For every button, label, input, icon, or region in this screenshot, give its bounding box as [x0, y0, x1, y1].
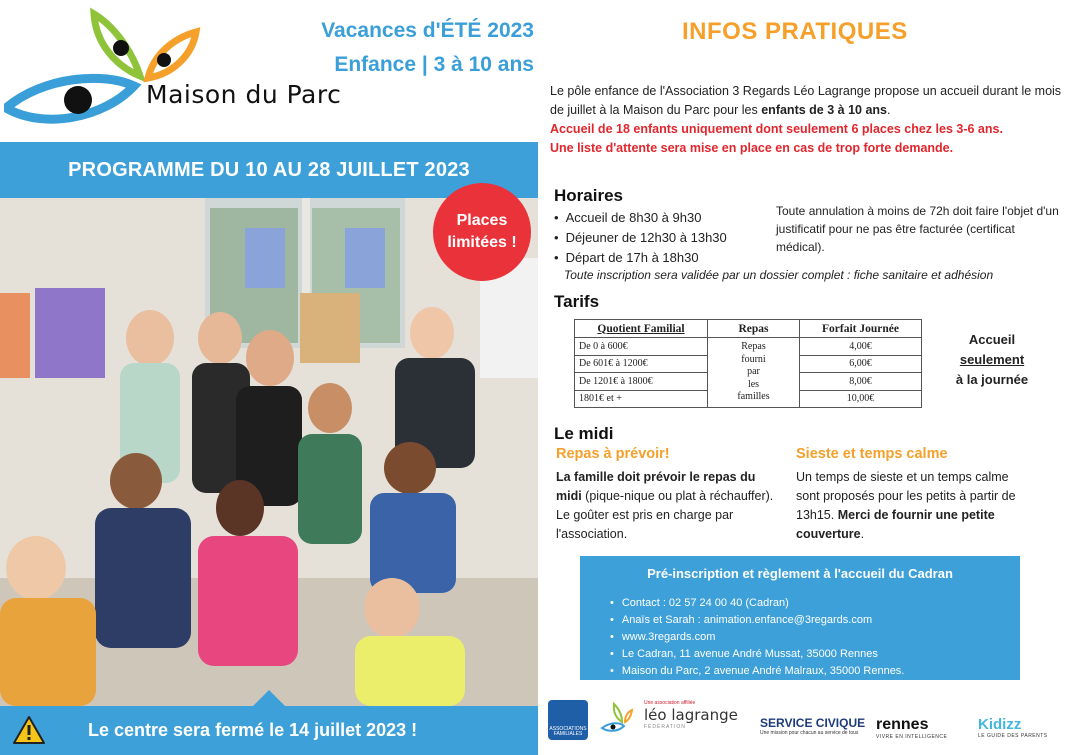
infos-title: INFOS PRATIQUES: [682, 18, 908, 45]
annulation-note: Toute annulation à moins de 72h doit faire l'objet d'un justificatif pour ne pas être facturée (certificat médical).: [776, 204, 1059, 254]
contact-email[interactable]: • Anaïs et Sarah : animation.enfance@3regards.com: [610, 612, 1020, 629]
closed-band-notch: [253, 690, 285, 706]
repas-word: par: [747, 366, 760, 378]
repas-cell: [708, 338, 800, 408]
repas-title: Repas à prévoir!: [556, 446, 670, 462]
intro-bold: enfants de 3 à 10 ans: [761, 103, 887, 117]
header-repas: Repas: [708, 320, 800, 338]
sieste-bold: Merci de fournir une petite couverture: [796, 508, 995, 541]
badge-line-1: Places: [456, 212, 508, 229]
repas-paragraph: [556, 468, 776, 544]
header-forfait: Forfait Journée: [800, 320, 922, 338]
intro-red-line-2: Une liste d'attente sera mise en place en cas de trop forte demande.: [550, 141, 954, 155]
season-line-2: Enfance | 3 à 10 ans: [334, 53, 534, 76]
repas-word: fourni: [741, 353, 766, 365]
table-row: [575, 338, 922, 356]
repas-word: familles: [737, 391, 770, 403]
qf-cell: De 1201€ à 1800€: [575, 373, 708, 391]
forfait-cell: 4,00€: [800, 338, 922, 356]
brand-name: Maison du Parc: [146, 80, 342, 109]
qf-cell: 1801€ et +: [575, 390, 708, 408]
kidizz-name: Kidizz: [978, 716, 1022, 733]
right-column: [538, 0, 1071, 755]
accueil-journee-note: [942, 330, 1042, 390]
repas-bold: La famille doit prévoir le repas du midi: [556, 470, 756, 503]
intro-paragraph: [550, 82, 1062, 158]
civique-name: SERVICE CIVIQUE: [760, 716, 866, 730]
address-maison-parc: • Maison du Parc, 2 avenue André Malraux, 35000 Rennes.: [610, 663, 1020, 680]
list-item: • Départ de 17h à 18h30: [554, 248, 727, 268]
accueil-line-3: à la journée: [955, 372, 1029, 387]
kidizz-sub: LE GUIDE DES PARENTS: [978, 733, 1048, 739]
cadran-title: Pré-inscription et règlement à l'accueil du Cadran: [647, 566, 953, 581]
sieste-text: Un temps de sieste et un temps calme sont proposés pour les petits à partir de 13h15.: [796, 470, 1016, 522]
leo-name: léo lagrange: [644, 706, 738, 724]
program-band: PROGRAMME DU 10 AU 28 JUILLET 2023: [0, 142, 538, 198]
leo-small-text: Une association affiliée: [644, 700, 696, 706]
rennes-name: rennes: [876, 716, 929, 733]
partner-logos: [548, 700, 1063, 748]
sieste-paragraph: [796, 468, 1032, 544]
tarifs-title: Tarifs: [554, 292, 600, 311]
sieste-title: Sieste et temps calme: [796, 446, 948, 462]
address-cadran: • Le Cadran, 11 avenue André Mussat, 35000 Rennes: [610, 646, 1020, 663]
rennes-logo: [876, 700, 972, 748]
accueil-line-2: seulement: [959, 352, 1025, 367]
closed-notice-band: [0, 706, 538, 755]
service-civique-logo: [760, 700, 870, 748]
inscription-note: Toute inscription sera validée par un dossier complet : fiche sanitaire et adhésion: [564, 268, 994, 282]
repas-rest: (pique-nique ou plat à réchauffer). Le goûter est pris en charge par l'association.: [556, 489, 774, 541]
header-quotient: Quotient Familial: [575, 320, 708, 338]
qf-cell: De 601€ à 1200€: [575, 355, 708, 373]
sieste-end: .: [860, 527, 865, 541]
header: [0, 0, 538, 142]
intro-red-line-1: Accueil de 18 enfants uniquement dont seulement 6 places chez les 3-6 ans.: [550, 122, 1003, 136]
3regards-eye-icon: [600, 700, 634, 740]
rennes-sub: VIVRE EN INTELLIGENCE: [876, 734, 948, 740]
tarifs-table: [574, 319, 922, 408]
caf-logo: [548, 700, 590, 748]
places-limitees-badge: [433, 183, 531, 281]
midi-title: Le midi: [554, 424, 614, 443]
season-title: [321, 14, 534, 82]
warning-icon: [12, 715, 46, 745]
badge-line-2: limitées !: [447, 234, 517, 251]
cadran-list: [580, 595, 1020, 680]
leo-lagrange-logo: [644, 700, 754, 748]
intro-end: .: [887, 103, 891, 117]
forfait-cell: 10,00€: [800, 390, 922, 408]
list-item: • Déjeuner de 12h30 à 13h30: [554, 228, 727, 248]
website-link[interactable]: • www.3regards.com: [610, 629, 1020, 646]
horaires-list: [554, 208, 727, 268]
contact-phone[interactable]: • Contact : 02 57 24 00 40 (Cadran): [610, 595, 1020, 612]
forfait-cell: 8,00€: [800, 373, 922, 391]
3regards-logo: [600, 700, 636, 748]
eye-logo-icon: [4, 6, 204, 138]
table-header-row: [575, 320, 922, 338]
intro-text: Le pôle enfance de l'Association 3 Regards Léo Lagrange propose un accueil durant le mois de juillet à la Maison du Parc pour les: [550, 84, 1062, 117]
civique-sub: Une mission pour chacun au service de tous: [760, 730, 859, 736]
horaires-title: Horaires: [554, 186, 623, 205]
caf-text: ASSOCIATIONS FAMILIALES: [548, 700, 588, 740]
qf-cell: De 0 à 600€: [575, 338, 708, 356]
cadran-info-box: [580, 556, 1020, 680]
season-line-1: Vacances d'ÉTÉ 2023: [321, 19, 534, 42]
closed-notice-text: Le centre sera fermé le 14 juillet 2023 !: [88, 720, 418, 740]
kidizz-logo: [978, 700, 1058, 748]
repas-word: Repas: [741, 341, 766, 353]
leo-foot: FÉDÉRATION: [644, 724, 686, 730]
accueil-line-1: Accueil: [968, 332, 1016, 347]
list-item: • Accueil de 8h30 à 9h30: [554, 208, 727, 228]
repas-word: les: [747, 378, 760, 390]
forfait-cell: 6,00€: [800, 355, 922, 373]
